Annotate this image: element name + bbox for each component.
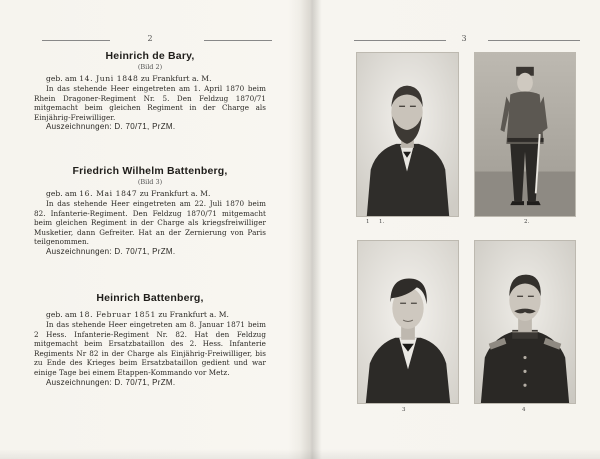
photo-caption: 2. bbox=[524, 219, 530, 225]
photo-uniformed-man bbox=[474, 240, 576, 404]
entry-body: In das stehende Heer eingetreten am 22. Juli 1870 beim 82. Infanterie-Regiment. Den Feldzug 1870/71 mitgemacht beim gleichen Regiment in der Charge als kriegsfreiwilliger Musketier, dann Gefreiter. Hat an der Zernierung von Paris teilgenommen. bbox=[34, 199, 266, 247]
birth-date: 18. Februar 1851 bbox=[79, 310, 156, 319]
photo-caption: 1 bbox=[366, 219, 370, 225]
birth-place: zu Frankfurt a. M. bbox=[139, 189, 211, 198]
entry-birth bbox=[34, 189, 266, 198]
entry-friedrich-wilhelm-battenberg bbox=[34, 165, 266, 256]
birth-date: 16. Mai 1847 bbox=[79, 189, 138, 198]
page-number-left: 2 bbox=[147, 34, 153, 43]
photo-caption: 4 bbox=[522, 407, 526, 413]
entry-name: Heinrich de Bary, bbox=[105, 50, 195, 62]
entry-awards: Auszeichnungen: D. 70/71, PrZM. bbox=[46, 246, 176, 256]
entry-heinrich-battenberg bbox=[34, 292, 266, 387]
book-gutter bbox=[300, 0, 322, 459]
birth-place: zu Frankfurt a. M. bbox=[140, 74, 212, 83]
right-page-header bbox=[348, 34, 580, 44]
photo-caption: 3 bbox=[402, 407, 406, 413]
photo-standing-soldier bbox=[474, 52, 576, 217]
birth-prefix: geb. am bbox=[46, 74, 77, 83]
photo-young-man bbox=[357, 240, 459, 404]
entry-name: Heinrich Battenberg, bbox=[96, 292, 204, 304]
entry-birth bbox=[34, 310, 266, 319]
header-rule-right bbox=[204, 40, 272, 41]
portrait-image bbox=[475, 241, 575, 403]
page-number-right: 3 bbox=[461, 34, 467, 43]
birth-prefix: geb. am bbox=[46, 310, 77, 319]
birth-place: zu Frankfurt a. M. bbox=[158, 310, 229, 319]
entry-image-ref: (Bild 2) bbox=[137, 63, 163, 71]
birth-prefix: geb. am bbox=[46, 189, 77, 198]
entry-image-ref: (Bild 3) bbox=[137, 178, 163, 186]
entry-awards: Auszeichnungen: D. 70/71, PrZM. bbox=[46, 122, 176, 132]
birth-date: 14. Juni 1848 bbox=[79, 74, 139, 83]
portrait-image bbox=[357, 53, 458, 216]
left-page bbox=[34, 28, 266, 387]
page-bottom-shadow bbox=[0, 449, 600, 459]
header-rule-right bbox=[488, 40, 580, 41]
portrait-image bbox=[358, 241, 458, 403]
entry-body: In das stehende Heer eingetreten am 8. Januar 1871 beim 2 Hess. Infanterie-Regiment Nr. 82. Hat den Feldzug mitgemacht beim Ersatzbataillon des 2. Hess. Infanterie Regiments Nr 82 in der Charge als Einjährig-Freiwilliger, bis zu Ende des Krieges beim Ersatzbataillon gedient und war einige Tage bei einem Etappen-Kommando vor Metz. bbox=[34, 320, 266, 377]
photo-bearded-man bbox=[356, 52, 459, 217]
entry-name: Friedrich Wilhelm Battenberg, bbox=[72, 165, 228, 177]
entry-birth bbox=[34, 74, 266, 83]
entry-heinrich-de-bary bbox=[34, 50, 266, 131]
entry-body: In das stehende Heer eingetreten am 1. April 1870 beim Rhein Dragoner-Regiment Nr. 5. Den Feldzug 1870/71 mitgemacht beim gleichen Regiment in der Charge als Einjährig-Freiwilliger. bbox=[34, 84, 266, 122]
entry-awards: Auszeichnungen: D. 70/71, PrZM. bbox=[46, 377, 176, 387]
left-page-header bbox=[34, 28, 266, 43]
portrait-image bbox=[475, 53, 575, 216]
photo-caption: 1. bbox=[379, 219, 385, 225]
